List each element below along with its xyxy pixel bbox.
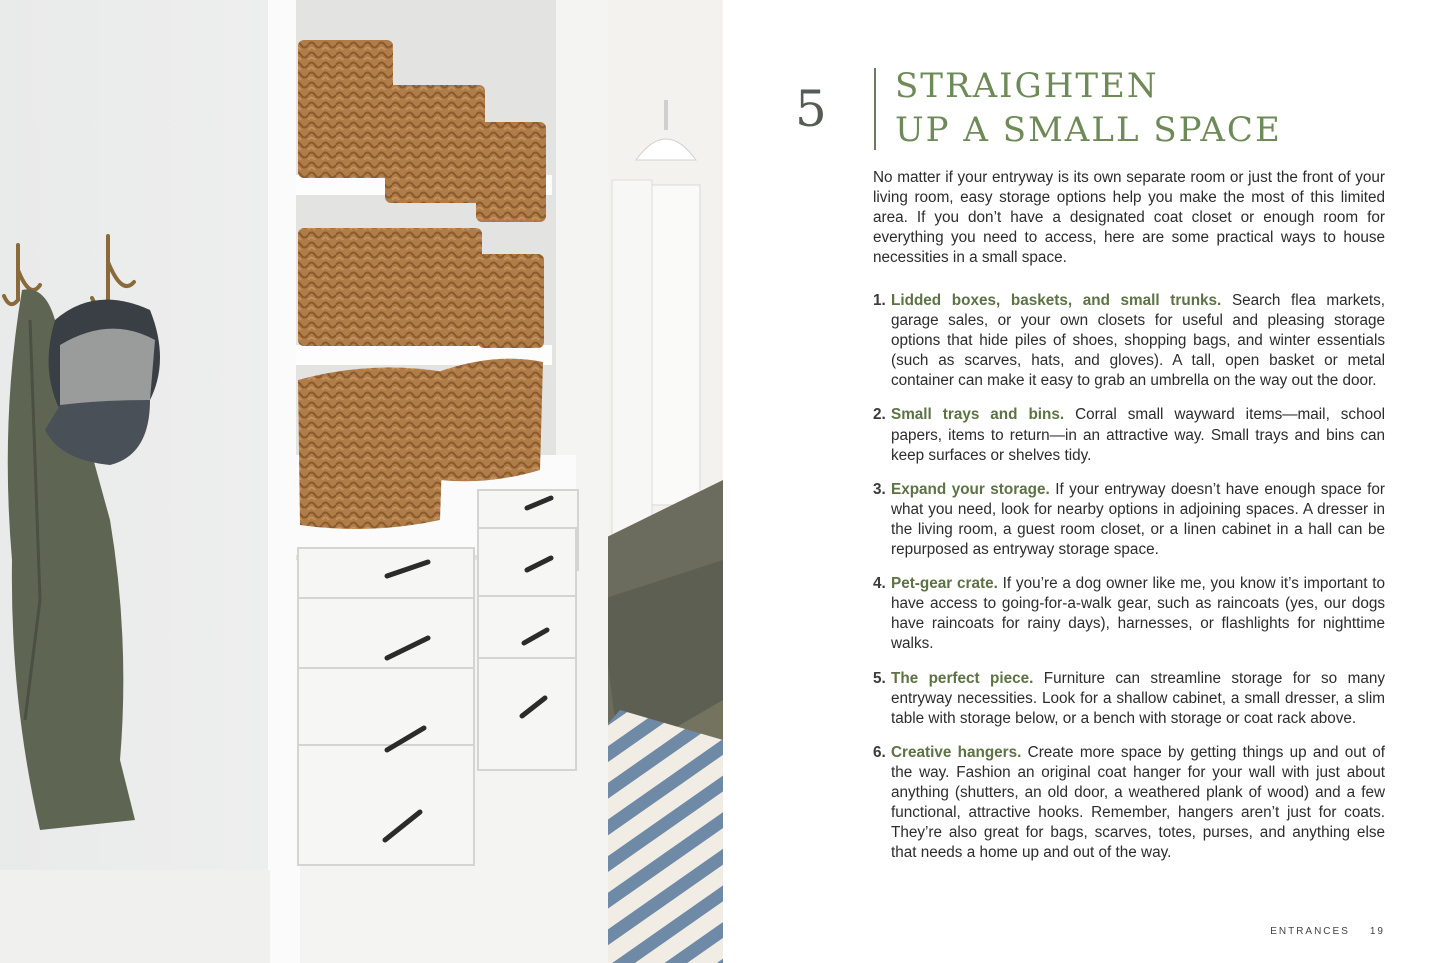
list-item-heading: Creative hangers. xyxy=(891,743,1022,761)
list-item-number: 6. xyxy=(873,743,886,761)
list-item-body: Corral small wayward items—mail, school papers, items to return—in an attractive way. Small trays and bins can keep surfaces or shelves tidy. xyxy=(891,406,1386,464)
list-item-number: 2. xyxy=(873,406,886,424)
list-item xyxy=(873,480,1385,560)
tip-number: 5 xyxy=(795,80,827,138)
text-page xyxy=(723,0,1445,963)
list-item-heading: The perfect piece. xyxy=(891,669,1034,687)
list-item xyxy=(873,291,1385,391)
list-item-number: 1. xyxy=(873,292,886,309)
list-item-number: 4. xyxy=(873,575,886,593)
list-item xyxy=(873,743,1385,864)
list-item xyxy=(873,574,1385,654)
list-item-body: Create more space by getting things up and out of the way. Fashion an original coat hanger for your wall with just about anything (shutters, an old door, a weathered plank of wood) and a few functional, attractive hooks. Remember, hangers aren’t just for coats. They’re also great for bags, scarves, totes, purses, and anything else that needs a home up and out of the way. xyxy=(891,743,1385,862)
list-item-number: 3. xyxy=(873,480,886,498)
footer-section-name: ENTRANCES xyxy=(1270,926,1350,937)
list-item-number: 5. xyxy=(873,669,886,687)
tips-list xyxy=(873,291,1385,877)
list-item-heading: Small trays and bins. xyxy=(891,406,1065,424)
list-item-heading: Lidded boxes, baskets, and small trunks. xyxy=(891,292,1222,309)
intro-paragraph: No matter if your entryway is its own separate room or just the front of your living room, easy storage options help you make the most of this limited area. If you don’t have a designated coat closet or enough room for everything you need to access, here are some practical ways to house necessities in a small space. xyxy=(873,169,1385,267)
page-footer xyxy=(1270,926,1385,937)
tip-title-line-2: UP A SMALL SPACE xyxy=(895,110,1282,150)
title-divider xyxy=(874,68,876,150)
tip-title xyxy=(895,64,1282,152)
list-item-heading: Expand your storage. xyxy=(891,480,1050,498)
list-item-heading: Pet-gear crate. xyxy=(891,575,998,593)
list-item-body: Search flea markets, garage sales, or your own closets for useful and pleasing storage options that hide piles of shoes, shopping bags, and winter essentials (such as scarves, hats, and gloves). A tall, open basket or metal container can make it easy to grab an umbrella on the way out the door. xyxy=(891,292,1385,390)
footer-page-number: 19 xyxy=(1369,926,1385,937)
list-item-body: If your entryway doesn’t have enough space for what you need, look for nearby options in adjoining spaces. A dresser in the living room, a guest room closet, or a linen cabinet in a hall can be repurposed as entryway storage space. xyxy=(891,480,1386,559)
list-item-body: Furniture can streamline storage for so many entryway necessities. Look for a shallow cabinet, a small dresser, a slim table with storage below, or a bench with storage or coat rack above. xyxy=(891,669,1385,727)
tip-title-line-1: STRAIGHTEN xyxy=(895,66,1159,106)
list-item-body: If you’re a dog owner like me, you know it’s important to have access to going-for-a-walk gear, such as raincoats (yes, our dogs have raincoats for rainy days), harnesses, or flashlights for nighttime walks. xyxy=(891,575,1385,653)
list-item xyxy=(873,669,1385,729)
list-item xyxy=(873,405,1385,465)
